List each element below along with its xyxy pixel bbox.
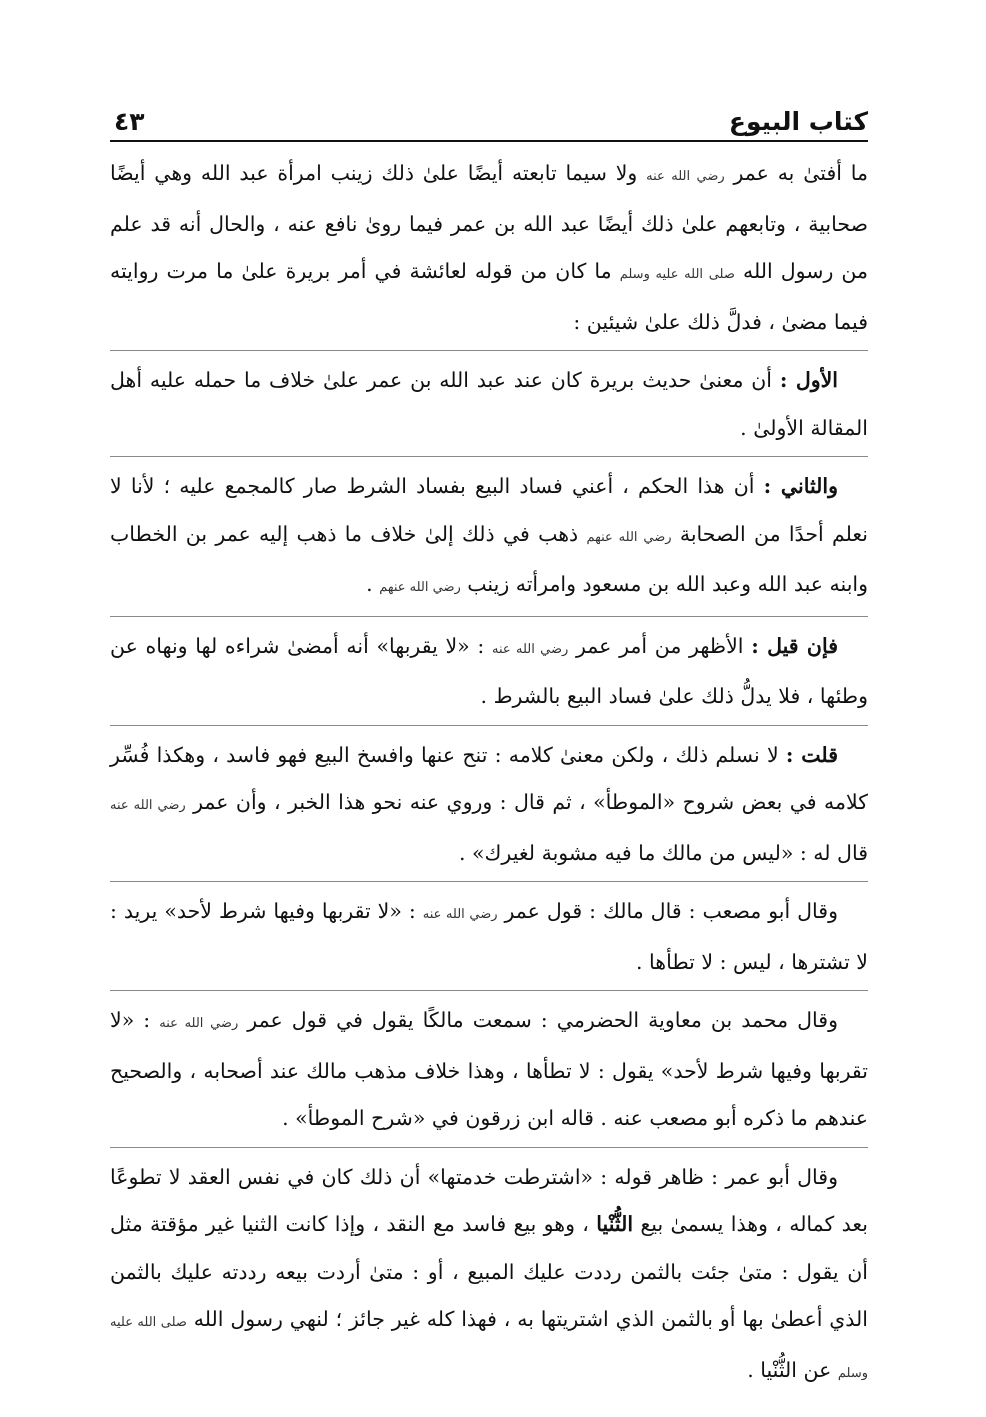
page-body bbox=[110, 150, 868, 1401]
paragraph bbox=[110, 351, 868, 457]
paragraph bbox=[110, 1148, 868, 1402]
paragraph bbox=[110, 457, 868, 617]
honorific-symbol: رضي الله عنه bbox=[159, 1016, 239, 1031]
text-run: وقال محمد بن معاوية الحضرمي : سمعت مالكًا يقول في قول عمر bbox=[238, 1008, 838, 1032]
text-run: لا نسلم ذلك ، ولكن معنىٰ كلامه : تنح عنها وافسخ البيع فهو فاسد ، وهكذا فُسِّر كلامه في بعض شروح «الموطأ» ، ثم قال : وروي عنه نحو هذا الخبر ، وأن عمر bbox=[110, 742, 868, 814]
text-run: ذهب في ذلك إلىٰ خلاف ما ذهب إليه عمر بن الخطاب وابنه عبد الله وعبد الله بن مسعود وامرأته زينب bbox=[110, 521, 868, 596]
honorific-symbol: رضي الله عنه bbox=[422, 907, 498, 922]
text-run: أن معنىٰ حديث بريرة كان عند عبد الله بن عمر علىٰ خلاف ما حمله عليه أهل المقالة الأولىٰ . bbox=[110, 368, 868, 440]
honorific-symbol: رضي الله عنهم bbox=[379, 580, 461, 595]
text-run: ، وهو بيع فاسد مع النقد ، وإذا كانت الثنيا غير مؤقتة مثل أن يقول : متىٰ جئت بالثمن رددت عليك المبيع ، أو : متىٰ أردت بيعه رددته عليك بالثمن الذي أعطىٰ بها أو بالثمن الذي اشتريتها به ، فهذا كله غير جائز ؛ لنهي رسول الله bbox=[110, 1212, 868, 1331]
text-run: قال له : «ليس من مالك ما فيه مشوبة لغيرك» . bbox=[458, 840, 868, 865]
text-run: . bbox=[366, 572, 380, 596]
page-number: ٤٣ bbox=[114, 107, 145, 136]
text-run: : «لا يقربها» أنه أمضىٰ شراءه لها ونهاه عن وطئها ، فلا يدلُّ ذلك علىٰ فساد البيع بالشرط . bbox=[110, 633, 868, 708]
text-run: عن الثُّنْيا . bbox=[747, 1357, 838, 1382]
honorific-symbol: رضي الله عنهم bbox=[586, 529, 672, 545]
honorific-symbol: صلى الله عليه وسلم bbox=[110, 1315, 868, 1381]
paragraph bbox=[110, 617, 868, 726]
honorific-symbol: رضي الله عنه bbox=[492, 641, 569, 657]
text-run: ولا سيما تابعته أيضًا علىٰ ذلك زينب امرأة عبد الله وهي أيضًا صحابية ، وتابعهم علىٰ ذلك أيضًا عبد الله بن عمر فيما روىٰ نافع عنه ، والحال أنه قد علم من رسول الله bbox=[110, 161, 868, 283]
honorific-symbol: رضي الله عنه bbox=[110, 798, 186, 813]
text-run: أن هذا الحكم ، أعني فساد البيع بفساد الشرط صار كالمجمع عليه ؛ لأنا لا نعلم أحدًا من الصحابة bbox=[110, 474, 868, 546]
honorific-symbol: رضي الله عنه bbox=[646, 169, 725, 184]
chapter-title: كتاب البيوع bbox=[728, 107, 868, 136]
paragraph-lead: فإن قيل : bbox=[751, 633, 839, 658]
text-run: الأظهر من أمر عمر bbox=[568, 633, 752, 658]
paragraph bbox=[110, 882, 868, 991]
honorific-symbol: صلى الله عليه وسلم bbox=[619, 267, 735, 282]
paragraph-lead: والثاني : bbox=[763, 474, 838, 498]
paragraph-lead: الأول : bbox=[779, 368, 838, 392]
paragraph-lead: قلت : bbox=[785, 742, 838, 767]
paragraph bbox=[110, 991, 868, 1148]
page-header bbox=[110, 88, 868, 142]
text-run: : «لا تقربها وفيها شرط لأحد» يريد : لا تشترها ، ليس : لا تطأها . bbox=[110, 899, 868, 974]
bold-term: الثُّنْيا bbox=[596, 1212, 634, 1236]
text-run: وقال أبو عمر : ظاهر قوله : «اشترطت خدمتها» أن ذلك كان في نفس العقد لا تطوعًا بعد كماله ، وهذا يسمىٰ بيع bbox=[110, 1164, 868, 1236]
paragraph bbox=[110, 726, 868, 883]
text-run: : «لا تقربها وفيها شرط لأحد» يقول : لا تطأها ، وهذا خلاف مذهب مالك عند أصحابه ، والصحيح عندهم ما ذكره أبو مصعب عنه . قاله ابن زرقون في «شرح الموطأ» . bbox=[110, 1008, 868, 1130]
paragraph bbox=[110, 150, 868, 351]
text-run: وقال أبو مصعب : قال مالك : قول عمر bbox=[497, 899, 838, 923]
text-run: ما أفتىٰ به عمر bbox=[724, 161, 868, 185]
text-run: ما كان من قوله لعائشة في أمر بريرة علىٰ ما مرت روايته فيما مضىٰ ، فدلَّ ذلك علىٰ شيئين : bbox=[110, 259, 868, 334]
